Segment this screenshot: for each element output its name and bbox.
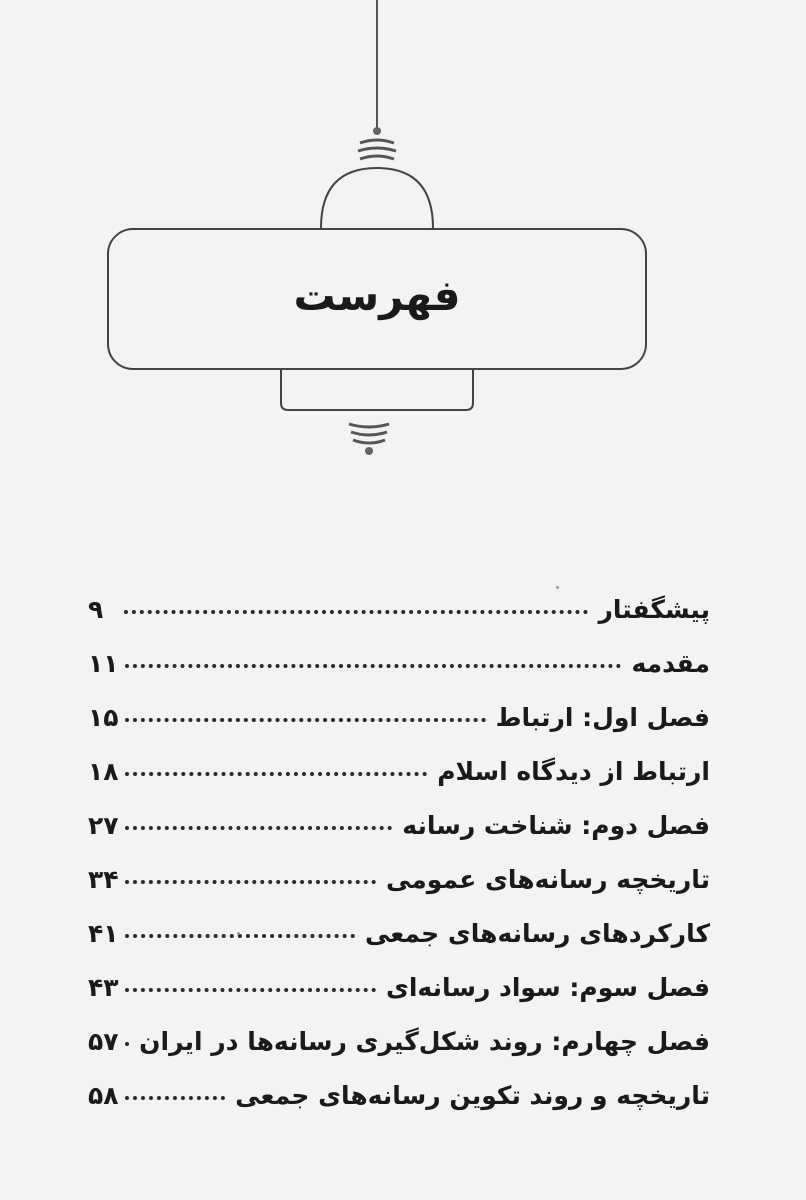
toc-entry-page: ۴۱ [88,918,119,948]
toc-entry-page: ۲۷ [88,810,119,840]
toc-entry-title: فصل چهارم: روند شکل‌گیری رسانه‌ها در ایران [139,1026,710,1056]
toc-entry-page: ۵۷ [88,1026,119,1056]
paper-speck [556,586,559,589]
dot-leader [125,1096,226,1100]
dot-leader [125,718,486,722]
toc-entry-page: ۱۵ [88,702,119,732]
toc-entry-page: ۱۸ [88,756,119,786]
toc-entry-title: فصل سوم: سواد رسانه‌ای [385,972,710,1002]
bottom-bead [365,447,373,455]
toc-entry-title: ارتباط از دیدگاه اسلام [437,756,710,786]
toc-entry-title: فصل دوم: شناخت رسانه [402,810,710,840]
toc-entry[interactable] [88,744,710,798]
lantern-base [281,366,473,410]
page-title: فهرست [293,270,461,320]
toc-entry-title: پیشگفتار [598,594,710,624]
toc-entry[interactable] [88,906,710,960]
toc-entry[interactable] [88,960,710,1014]
toc-entry-page: ۳۴ [88,864,119,894]
toc-entry[interactable] [88,1014,710,1068]
dot-leader [125,934,355,938]
toc-entry-title: مقدمه [631,648,710,678]
toc-entry-page: ۱۱ [88,648,119,678]
toc-entry[interactable] [88,1068,710,1122]
dot-leader [124,610,588,614]
dot-leader [125,664,622,668]
top-bead [373,127,381,135]
table-of-contents [88,582,710,1122]
dot-leader [125,826,393,830]
toc-entry-page: ۹ [88,594,104,624]
toc-entry[interactable] [88,852,710,906]
dot-leader [125,772,428,776]
toc-entry[interactable] [88,582,710,636]
toc-entry[interactable] [88,690,710,744]
toc-entry-page: ۵۸ [88,1080,119,1110]
toc-entry-title: تاریخچه رسانه‌های عمومی [386,864,710,894]
title-frame [107,228,647,370]
toc-entry-title: فصل اول: ارتباط [495,702,710,732]
top-tassel [358,140,396,159]
dot-leader [125,1042,130,1046]
toc-entry-title: تاریخچه و روند تکوین رسانه‌های جمعی [235,1080,710,1110]
bottom-tassel [349,424,389,443]
toc-entry-page: ۴۳ [88,972,119,1002]
dot-leader [125,880,376,884]
toc-entry-title: کارکردهای رسانه‌های جمعی [364,918,710,948]
dot-leader [125,988,376,992]
lantern-dome [321,168,433,228]
paper-speck [237,932,240,935]
toc-entry[interactable] [88,798,710,852]
toc-entry[interactable] [88,636,710,690]
